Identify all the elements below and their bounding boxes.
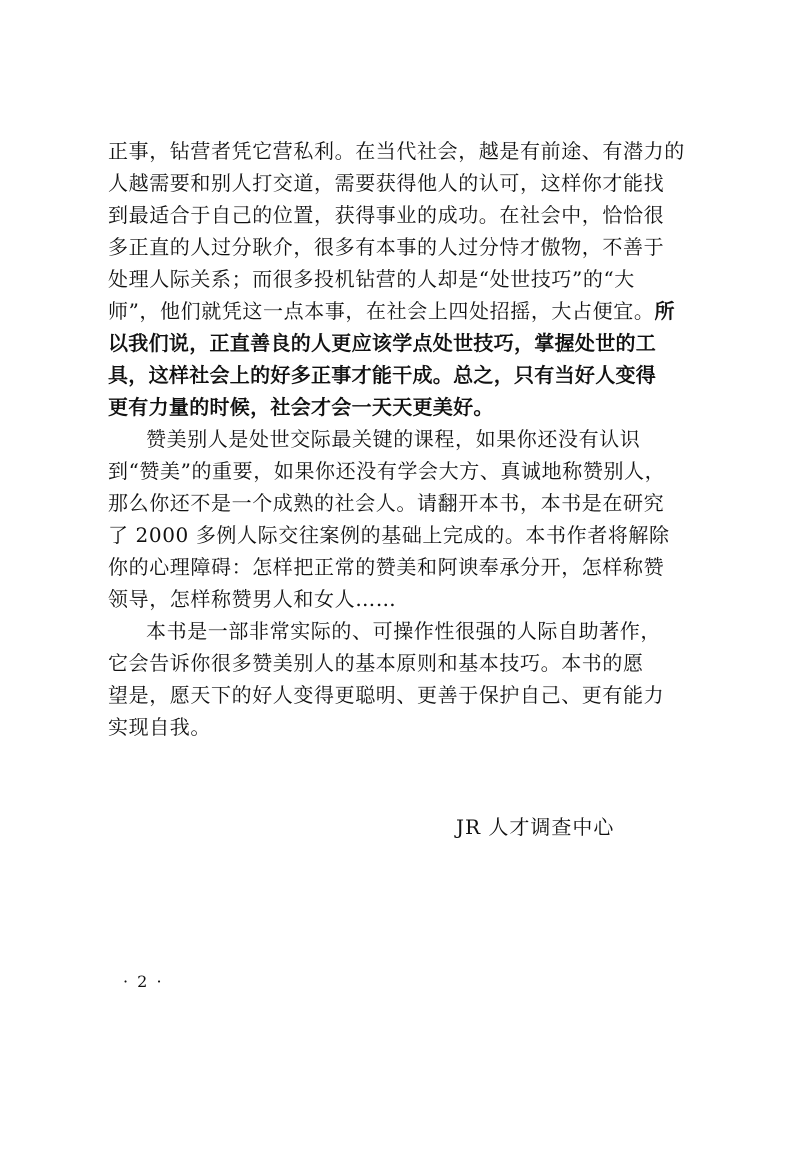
text-line: 到“赞美”的重要，如果你还没有学会大方、真诚地称赞别人， [108,459,666,483]
page-number: · 2 · [123,972,164,991]
text-line: 你的心理障碍：怎样把正常的赞美和阿谀奉承分开，怎样称赞 [108,555,665,579]
paragraph-first-line: 本书是一部非常实际的、可操作性很强的人际自助著作， [146,619,661,643]
text-line: 它会告诉你很多赞美别人的基本原则和基本技巧。本书的愿 [108,651,644,675]
bold-text-segment: 所 [654,299,676,323]
text-line: 到最适合于自己的位置，获得事业的成功。在社会中，恰恰很 [108,203,665,227]
bold-text-line: 以我们说，正直善良的人更应该学点处世技巧，掌握处世的工 [108,331,657,355]
paragraph-first-line: 赞美别人是处世交际最关键的课程，如果你还没有认识 [146,427,641,451]
text-line: 正事，钻营者凭它营私利。在当代社会，越是有前途、有潜力的 [108,139,685,163]
text-line: 那么你还不是一个成熟的社会人。请翻开本书，本书是在研究 [108,491,665,515]
bold-text-line: 具，这样社会上的好多正事才能干成。总之，只有当好人变得 [108,363,657,387]
text-line: 处理人际关系；而很多投机钻营的人却是“处世技巧”的“大 [108,267,635,291]
body-text [108,135,685,743]
bold-text-line: 更有力量的时候，社会才会一天天更美好。 [108,395,494,419]
text-segment: 师”，他们就凭这一点本事，在社会上四处招摇，大占便宜。 [108,299,655,323]
signature: JR 人才调查中心 [456,815,615,839]
text-line: 了 2000 多例人际交往案例的基础上完成的。本书作者将解除 [108,523,670,547]
text-line: 实现自我。 [108,715,211,739]
text-line: 领导，怎样称赞男人和女人…… [108,587,397,611]
text-line: 人越需要和别人打交道，需要获得他人的认可，这样你才能找 [108,171,665,195]
text-line: 多正直的人过分耿介，很多有本事的人过分恃才傲物，不善于 [108,235,665,259]
text-line: 望是，愿天下的好人变得更聪明、更善于保护自己、更有能力 [108,683,665,707]
text-line [108,295,676,327]
